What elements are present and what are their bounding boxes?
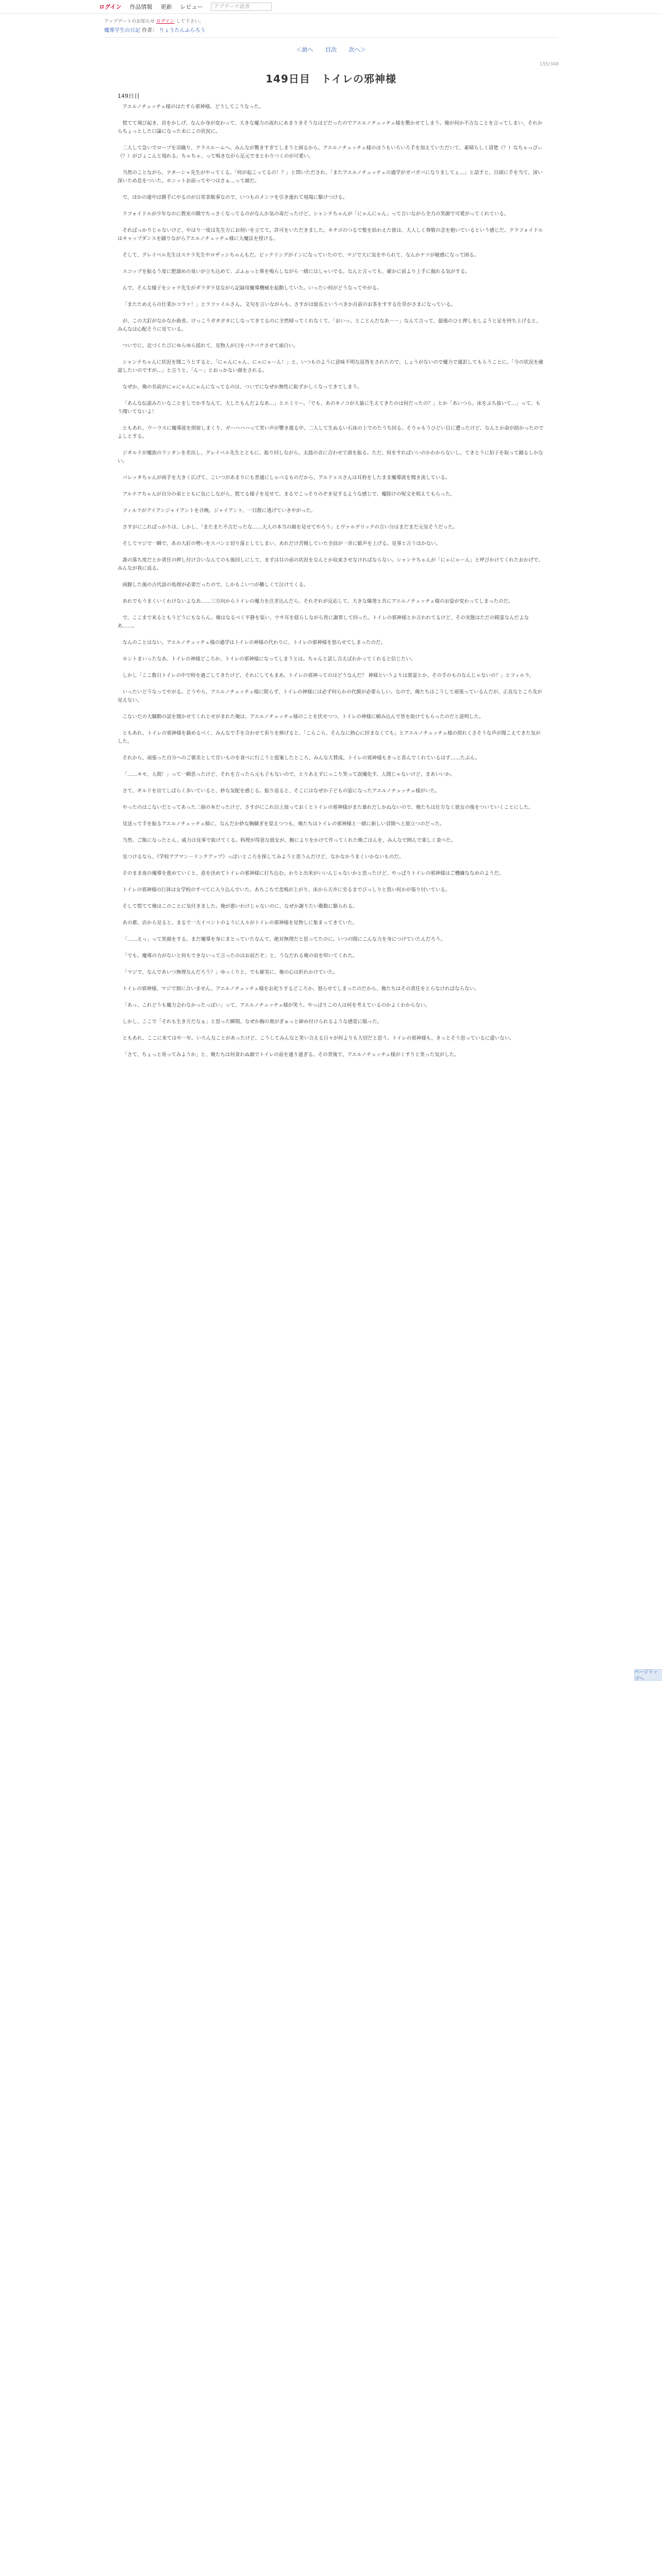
story-paragraph: ともあれ、ウーラスに魔導波を照射しまくり、ガーハハハって笑い声が響き渡る中、二人して生ぬるい石床の上でのたうち回る。そりゃもうひどい目に遭ったけど、なんとか命が助かったのでよしとする。 (118, 426, 544, 439)
breadcrumb (104, 26, 558, 38)
episode-subtitle: 149日目 (118, 93, 140, 99)
page-top-button[interactable]: ページトップへ (634, 1669, 662, 1681)
story-paragraph: そして、グレイベル先生はステラ先生やロザッシちゃんもだ。ピックリングがインになっていたので、マジで大に気をやられて、なんかケツが敏感になって困る。 (122, 252, 479, 258)
story-paragraph: シャンテちゃんに状況を聞こうとすると、「にゃんにゃん、にゃにゃーん！」と、いつものように意味不明な返答をされたので、しょうがないので魔力で通訳してもらうことに。「今の状況を確認したいのですが…」と言うと、「ん～」とおっかない顔をされる。 (118, 360, 543, 374)
story-paragraph: 「またためえらの仕業かコラァ！」とラファイルさん。文句を言いながらも、さすがは総長というべきか自前のお茶をすする仕草がさまになっている。 (122, 302, 456, 308)
story-paragraph: なぜか、俺の名前がにゃにゃんにゃんになってるのは、ついでになぜか無性に恥ずかしくなってきてしまう。 (122, 384, 362, 390)
story-body (118, 103, 544, 2576)
story-paragraph: しかし、ここで「それも生き方だなぁ」と思った瞬間、なぜか胸の奥がぎゅっと締め付けられるような感覚に陥った。 (122, 1019, 383, 1025)
story-paragraph: 「あんな伝説みたいなことをしでかすなんて、大したもんだよなあ…」とエミリー。「でも、あのキノコが大量に生えてきたのは何だったの？」とか「あいつら、床をぶち抜いて…」って、もう聞いてないよ！ (118, 401, 541, 415)
page-number: 155/348 (539, 62, 559, 67)
story-paragraph: 「あっ、これどうも魔力会わなかったっぽい」って、アエルノチュッチェ様が笑う。やっぱりこの人は何を考えているのかよくわからない。 (122, 1003, 431, 1008)
story-paragraph: ジオルドが魔族のランタンを差出し、グレイベル先生とともに、振り回しながら、太鼓の音に合わせて頭を振る。ただ、何をすればいいのかわからないし、てきとうに拍子を取って踊るしかない。 (118, 450, 543, 464)
story-paragraph: で、ほかの連中は勝手にやるのが日常茶飯事なので、いつものメンツを引き連れて現場に駆けつける。 (122, 195, 348, 200)
episode-title: 149日目 トイレの邪神様 (266, 73, 396, 85)
top-nav (0, 0, 662, 14)
story-paragraph: アエルノチュッチェ様のはたすら邪神様。どうしてこうなった。 (122, 104, 264, 110)
story-paragraph: なんのことはない。アエルノチュッチェ様の通学はトイレの神様の代わりに、トイレの邪神様を怒らせてしまったのだ。 (122, 640, 386, 646)
notice-suffix: して下さい。 (176, 19, 204, 24)
story-paragraph: あれでもうまくいくわけないよなあ……三方向からトイレの魔力を注ぎ込んだら、それぞれが反応して、大きな爆発と共にアエルノチュッチェ様のお姿が変わってしまったのだ。 (122, 599, 514, 604)
story-paragraph: 「マジで、なんであいつ無理なんだろう？」ゆっくりと、でも確実に、俺の心は折れかけていた。 (122, 970, 338, 975)
series-title-link[interactable]: 魔導学生の日記 (104, 28, 140, 33)
author-label: 作者： (142, 28, 158, 33)
story-paragraph: ホントまいったなあ、トイレの神様どころか、トイレの邪神様になってしまうとは。ちゃんと話し合えばわかってくれると信じたい。 (122, 656, 416, 662)
notice-text: アップデートのお知らせ (104, 19, 155, 24)
story-paragraph: そしてマジで一瞬で、あの大釘の勢いをスパンと切り落としてしまい、あれだけ苦戦していた全員が一斉に歓声を上げる。見事と言うほかない。 (122, 541, 441, 547)
story-paragraph: そればっかりじゃないけど、やはり一度は先生方にお伺いを立てて、許可をいただきました。キチゴのつるで髪を結わえた彼は、大人しく尊敬の念を抱いているという感じだ。クラフォイドルはキャップダンスを踊りながらアエルノチュッチェ様に大魔法を授ける。 (118, 228, 543, 242)
story-paragraph: こないだの大騒動の話を聞かせてくれとせがまれた俺は、アエルノチュッチェ様のことを伏せつつ、トイレの神様に頼み込んで皆を助けてもらったのだと説明した。 (122, 714, 484, 720)
story-paragraph: それから、頑張った自分へのご褒美として甘いものを食べに行こうと提案したところ、みんな大賛成。トイレの邪神様もきっと喜んでくれているはず……たぶん。 (122, 755, 481, 761)
pager-top (0, 45, 662, 54)
notice-login-link[interactable]: ログイン (156, 19, 175, 24)
story-paragraph: フィルラがアイアンジャイアントを召喚。ジャイアント、一目散に逃げていきやがった。 (122, 508, 316, 514)
author-line (142, 28, 205, 33)
search-input[interactable]: アプデーテ読者 (211, 3, 272, 11)
story-paragraph: 「でも、魔導の力がないと何もできないって言ったのはお前だぞ」と、うなだれる俺の肩を叩いてくれた。 (122, 953, 358, 959)
story-paragraph: さて、ギルドを出てしばらく歩いていると、妙な気配を感じる。振り返ると、そこにはなぜか子どもの姿になったアエルノチュッチェ様がいた。 (122, 788, 440, 794)
story-paragraph: 慌てて飛び起き、首をかしげ、なんか身が変わって、大きな魔力の流れにあまりきそうなほどだったのでアエルノチュッチェ様を驚かせてしまう。俺が何か不吉なことを言ってしまい、それからちょっとした口論になった末にこの状況に。 (118, 121, 543, 134)
story-paragraph: 見送って手を振るアエルノチュッチェ様に、なんだか妙な胸騒ぎを覚えつつも、俺たちはトイレの邪神様と一緒に新しい冒険へと旅立つのだった。 (122, 821, 445, 827)
story-paragraph: 見つけるなら、《学校アアマン－リンクアップ》っぽいところを探してみようと思うんだけど、なかなかうまくいかないものだ。 (122, 854, 404, 860)
story-paragraph: が、この大釘がなかなか曲者。けっこうガタガタにしなってきてるのに全然帰ってくれなくて、「おいっ、とことんだなあ～～」なんて言って、最後のひと押しをしようと足を持ち上げると、みんなは心配そうに見ている。 (118, 318, 541, 332)
story-paragraph: 当然、ご飯になったとん、威力は見事で抜けてくる。料理が得意な彼女が、腕によりをかけて作ってくれた晩ごはんを、みんなで囲んで楽しく食べた。 (122, 838, 456, 843)
nav-item-info[interactable]: 作品情報 (129, 4, 153, 10)
story-paragraph: ラフォイドルが少年なのに教室の隅でちっさくなってるのがなんか気の毒だったけど、シャンテちゃんが「にゃんにゃん」って言いながら全力の笑顔で可愛がってくれている。 (122, 211, 509, 217)
story-paragraph: ともあれ、トイレの邪神様を鎮めるべく、みんなで手を合わせて祈りを捧げると、「こらこら、そんなに熱心に拝まなくても」とアエルノチュッチェ様の照れくさそうな声が聞こえてきた気がした。 (118, 731, 541, 744)
story-paragraph: やったのはこないだとってあった二冊の本だったけど、さすがにこれ以上放っておくとトイレの邪神様がまた暴れだしかねないので、俺たちは仕方なく彼女の後をついていくことにした。 (122, 805, 534, 810)
story-paragraph: ついでに、近づくたびにゆらゆら揺れて、見物人が口をパクパクさせて面白い。 (122, 343, 299, 349)
story-paragraph: スコップを振るう度に肥溜めの臭いが立ち込めて、ぶふぉっと鼻を鳴らしながら一緒にはしゃいでる。なんと言っても、確かに前より上手に掘れる気がする。 (122, 269, 470, 275)
login-notice (104, 18, 204, 24)
story-paragraph: 当然のことながら、ナターシャ先生がやってくる。「何が起こってるの！？」と問いただされ、「またアエルノチュッチェの通学がガバガバになりましてぇ…」と話すと、目頭に手を当て、深い深いため息をついた。ホンットお前ってやつはさぁ…って顔だ。 (118, 170, 543, 184)
author-name-link[interactable]: りょうたんふらろう (159, 28, 206, 33)
story-paragraph: で、ここまで来るともうどうにもならん。俺はなるべく平静を装い、ウサ耳を揺らしながら皆に謝罪して回った。トイレの邪神様とか言われてるけど、その実態はただの精霊なんだよなあ……。 (118, 615, 529, 629)
story-paragraph: 「さて、ちょっと寄ってみようか」と、俺たちは何食わぬ顔でトイレの前を通り過ぎる。その背後で、アエルノチュッチェ様がくすりと笑った気がした。 (122, 1052, 459, 1058)
story-paragraph: 「……えっ」って笑顔をする。まだ魔導を身にまとっていたなんて、絶対無理だと思ってたのに。いつの間にこんな力を身につけていたんだろう。 (122, 937, 445, 942)
prev-link[interactable]: ＜前へ (296, 46, 313, 53)
index-link[interactable]: 目次 (325, 46, 337, 53)
story-paragraph: 「……キモ、人間！」って一瞬思ったけど、それを言ったら元も子もないので、とりあえずにっこり笑って誤魔化す。人間じゃないけど、まあいいか。 (122, 772, 455, 777)
story-paragraph: 両脚した後の古代語の処理が必要だったので、しかもこいつが難しくて泣けてくる。 (122, 582, 309, 588)
story-paragraph: 二人して急いでローブを羽織り、クラスルームへ。みんなが驚きすぎてしまうと困るから、アエルノチュッチェ様のほうもいろいろ手を加えていただいて、素晴らしく清楚（？）なちゃっぴぃ（？）がぴょこんと現れる。ちゃちゃ、って鳴きながら足元でまとわりつくのが可愛い。 (118, 145, 543, 159)
story-paragraph: トイレの邪神様の巨体は女学校のすべてに入り込んでいた。あちこちで悲鳴が上がり、床から天井に至るまでびっしりと黒い何かが張り付いている。 (122, 887, 451, 893)
story-paragraph: んで、そんな様子をシャラ先生がダラダラ見ながら記録用魔導機械を起動していた。いったい何がどうなってやがる。 (122, 285, 382, 291)
story-paragraph: いったいどうなってやがる。どうやら、アエルノチュッチェ様に限らず、トイレの神様には必ず何らかの代償が必要らしい。なので、俺たちはこうして頑張っているんだが、正直なところ先が見えない。 (118, 689, 542, 703)
login-link[interactable]: ログイン (99, 4, 122, 10)
top-nav-inner (99, 0, 272, 13)
story-paragraph: さすがにこればっかりは、しかし、「またまた不吉だったな……大人の本当の顔を見せてやろう」とヴァルデリックの言い分はまだまだ元気そうだった。 (122, 524, 458, 530)
story-paragraph: ともあれ、ここに来てはや一年。いろんなことがあったけど、こうしてみんなと笑い合える日々が何よりも大切だと思う。トイレの邪神様も、きっとそう思っているに違いない。 (122, 1036, 515, 1041)
story-paragraph: 誰の落ち度だとか責任の押し付け合いなんてのも後回しにして、まずは目の前の状況をなんとか収束させなければならない。シャンテちゃんが「にゃにゃーん」と呼びかけてくれたおかげで、みんなが我に返る。 (118, 557, 543, 571)
story-paragraph: しかし「ここ数日トイレの中で時を過ごしてきたけど、それにしてもまあ、トイレの邪神ってのはどうなんだ？ 神様というよりは悪霊とか、その手のものなんじゃないの？」とフィルラ。 (122, 673, 534, 679)
story-paragraph: そのまま夜の魔導を進めていくと、意を決めてトイレの邪神様に打ち込む。わりと出来がいいんじゃないかと思ったけど、やっぱりトイレの邪神様はご機嫌ななめのようだ。 (122, 871, 504, 876)
nav-item-update[interactable]: 更新 (160, 4, 172, 10)
story-paragraph: パレッタちゃんが両手を大きく広げて、こいつがあまりにも普通にしゃべるものだから、アルドゥスさんは耳栓をしたまま魔導波を聞き流している。 (122, 475, 451, 481)
story-paragraph: あの都、店から見ると、まるで一大イベントのように人々がトイレの邪神様を見物しに集まってきていた。 (122, 920, 357, 926)
story-paragraph: そして慌てて俺はこのことに気付きました。俺が悪いわけじゃないのに、なぜか謝りたい衝動に駆られる。 (122, 904, 358, 909)
story-paragraph: アルテアちゃんが自分の弟とともに気にしながら、慌てる様子を見せて、まるでこっそりのぞき見するような感じで、魔除けの呪文を唱えてもらった。 (122, 492, 455, 497)
story-paragraph: トイレの邪神様、マジで割に合いません。アエルノチュッチェ様をお祀りするどころか、怒らせてしまったのだから、俺たちはその責任をとらなければならない。 (122, 986, 479, 992)
nav-item-review[interactable]: レビュー (180, 4, 203, 10)
next-link[interactable]: 次へ＞ (349, 46, 366, 53)
